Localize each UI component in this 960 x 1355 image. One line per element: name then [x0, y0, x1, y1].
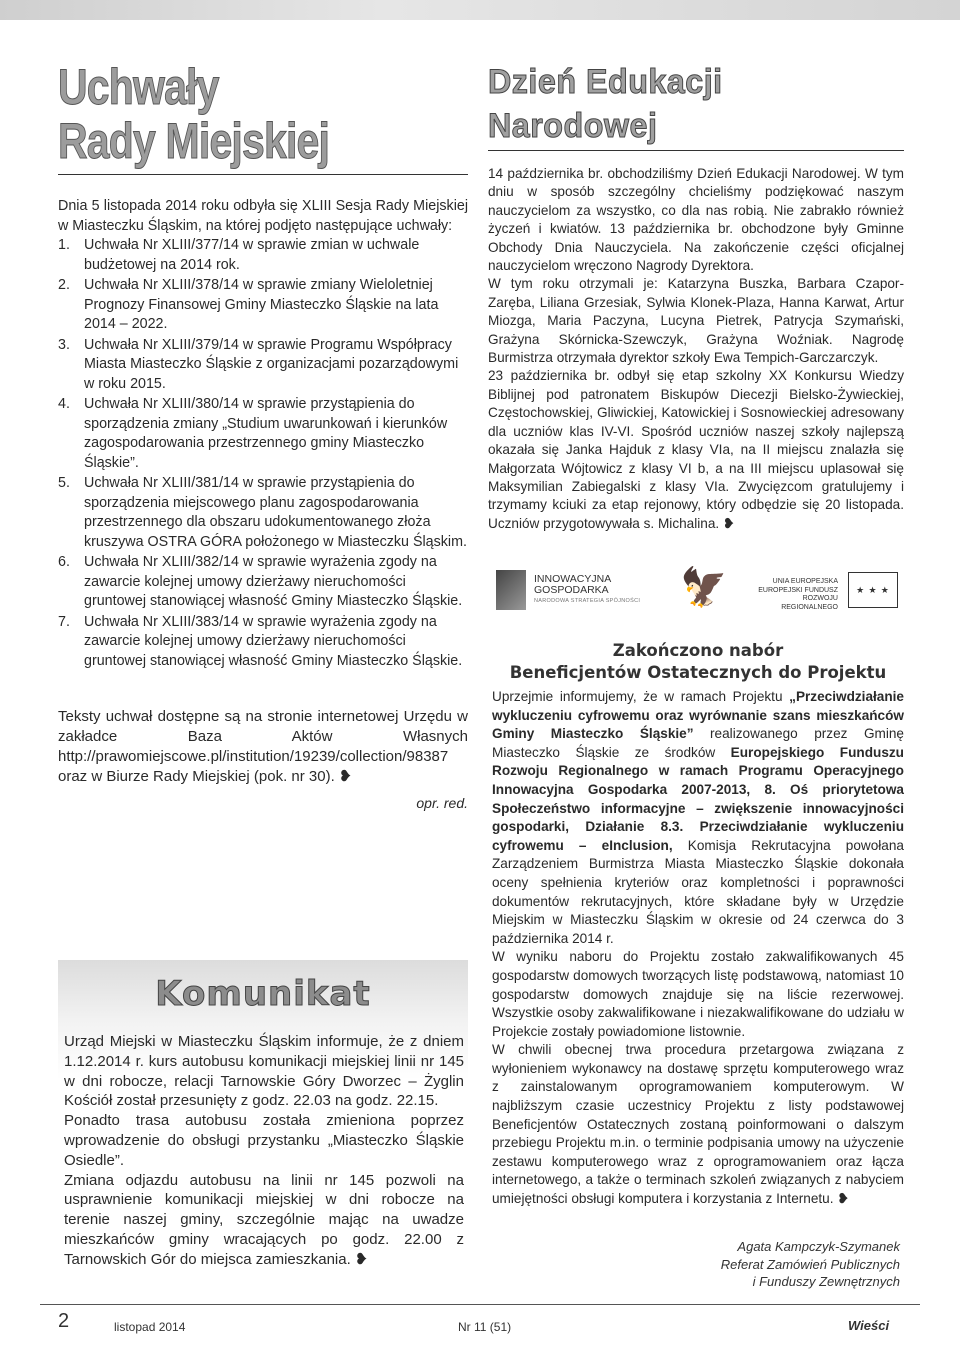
publication-name: Wieści: [848, 1318, 890, 1333]
list-item: 6. Uchwała Nr XLIII/382/14 w sprawie wyrażenia zgody na zawarcie kolejnej umowy dzierżawy nieruchomości gruntowej stanowiącej własność Gminy Miasteczko Śląskie.: [58, 554, 463, 609]
title-divider: [488, 150, 904, 151]
article-paragraph: W tym roku otrzymali je: Katarzyna Buszka, Barbara Czapor- Zaręba, Liliana Grzesiak, Sylwia Klonek-Plaza, Hanna Karwat, Artur Miozga, Maria Paczyna, Lucyna Pietrek, Patrycja Szymański, Grażyna Skórnicka-Szewczyk, Grażyna Woźniak. Nagrodę Burmistrza otrzymała dyrektor szkoły Ewa Tempich-Garczarczyk.: [488, 276, 904, 366]
teachers-day-section: [488, 60, 904, 533]
issue-number: Nr 11 (51): [458, 1320, 512, 1334]
komunikat-body: [64, 1032, 464, 1270]
eu-flag-icon: ★ ★ ★: [848, 572, 898, 608]
resolutions-title-line1: Uchwały: [58, 59, 219, 115]
komunikat-title: Komunikat: [155, 974, 371, 1014]
komunikat-paragraph: Urząd Miejski w Miasteczku Śląskim informuje, że z dniem 1.12.2014 r. kurs autobusu komunikacji miejskiej linii nr 145 w dni robocze, relacji Tarnowskie Góry Dworzec – Żyglin Kościół został przesunięty z godz. 22.03 na godz. 22.15.: [64, 1033, 464, 1110]
end-mark-icon: ❥: [722, 515, 735, 531]
page-number: 2: [58, 1310, 70, 1332]
title-divider: [58, 174, 468, 175]
resolutions-section: [58, 60, 468, 811]
recruitment-body: [492, 688, 904, 1209]
footer-divider: [40, 1304, 920, 1305]
list-item: 3. Uchwała Nr XLIII/379/14 w sprawie Programu Współpracy Miasta Miasteczko Śląskie z organizacjami pozarządowymi w roku 2015.: [58, 336, 459, 392]
article-paragraph: W chwili obecnej trwa procedura przetargowa związana z wyłonieniem wykonawcy na dostawę sprzętu komputerowego wraz z zainstalowanym oprogramowaniem komputerowym. W najbliższym czasie uczestnicy Projektu z listy podstawowej Beneficjentów Ostatecznych zostaną poinformowani o dalszym przebiegu Projektu m.in. o terminie podpisania umowy na użyczenie zestawu komputerowego wraz z oprogramowaniem oraz łącza internetowego, a także o terminach szkoleń związanych z nabyciem umiejętności obsługi komputera i korzystania z Internetu. ❥: [492, 1042, 904, 1207]
komunikat-paragraph: Zmiana odjazdu autobusu na linii nr 145 pozwoli na usprawnienie komunikacji miejskiej w dni robocze na terenie naszej gminy, szczególnie mając na uwadze mieszkańców gminy wracających po godz. 22.00 z Tarnowskich Gór do miejsca zamieszkania. ❥: [64, 1171, 464, 1268]
end-mark-icon: ❥: [837, 1191, 849, 1207]
author-signature: Agata Kampczyk-Szymanek Referat Zamówień Publicznych i Funduszy Zewnętrznych: [720, 1239, 900, 1289]
innowacyjna-gospodarka-logo: INNOWACYJNA GOSPODARKA NARODOWA STRATEGIA SPÓJNOŚCI: [496, 570, 640, 610]
recruitment-title: Zakończono nabór Beneficjentów Ostatecznych do Projektu: [509, 641, 887, 682]
inno-flag-icon: [496, 570, 526, 610]
list-item: 1. Uchwała Nr XLIII/377/14 w sprawie zmian w uchwale budżetowej na 2014 rok.: [58, 237, 420, 273]
resolutions-title-line2: Rady Miejskiej: [58, 113, 330, 169]
article-paragraph: 23 października br. odbył się etap szkolny XX Konkursu Wiedzy Biblijnej pod patronatem Biskupów Diecezji Bielsko-Żywieckiej, Częstochowskiej, Gliwickiej, Katowickiej i Sosnowieckiej adresowany dla uczniów klas IV-VI. Spośród uczniów naszej szkoły najlepszą okazała się Janka Hajduk z klasy VIa, na II miejscu znalazła się Małgorzata Wójtowicz z klasy VI b, a na III miejscu uplasował się Maksymilian Zabiegalski z klasy VIa. Zwycięzcom gratulujemy i trzymamy kciuki za etap rejonowy, który odbędzie się 20 listopada. Uczniów przygotowywała s. Michalina. ❥: [488, 368, 904, 531]
issue-date: listopad 2014: [114, 1320, 186, 1334]
end-mark-icon: ❥: [354, 1250, 368, 1268]
komunikat-section: [58, 960, 468, 1282]
teachers-day-title: Dzień Edukacji Narodowej: [488, 63, 723, 145]
end-mark-icon: ❥: [338, 768, 352, 785]
list-item: 5. Uchwała Nr XLIII/381/14 w sprawie przystąpienia do sporządzenia miejscowego planu zagospodarowania przestrzennego dla obszaru udokumentowanego złoża kruszywa OSTRA GÓRA położonego w Miasteczku Śląskim.: [58, 475, 467, 550]
resolutions-list: [58, 236, 468, 671]
list-item: 2. Uchwała Nr XLIII/378/14 w sprawie zmiany Wieloletniej Prognozy Finansowej Gminy Miasteczko Śląskie na lata 2014 – 2022.: [58, 277, 439, 332]
resolutions-outro: Teksty uchwał dostępne są na stronie internetowej Urzędu w zakładce Baza Aktów Własnych http://prawomiejscowe.pl/institution/19239/collection/98387 oraz w Biurze Rady Miejskiej (pok. nr 30). ❥: [58, 708, 468, 785]
top-scan-bar: [0, 0, 960, 20]
komunikat-paragraph: Ponadto trasa autobusu została zmieniona poprzez wprowadzenie do obsługi przystanku „Miasteczko Śląskie Osiedle”.: [64, 1112, 464, 1169]
list-item: 7. Uchwała Nr XLIII/383/14 w sprawie wyrażenia zgody na zawarcie kolejnej umowy dzierżawy nieruchomości gruntowej stanowiącej własność Gminy Miasteczko Śląskie.: [58, 613, 463, 669]
teachers-day-body: [488, 165, 904, 533]
resolutions-lead: Dnia 5 listopada 2014 roku odbyła się XLIII Sesja Rady Miejskiej w Miasteczku Śląskim, na której podjęto następujące uchwały:: [58, 198, 468, 234]
eu-logos-strip: [496, 566, 900, 622]
article-paragraph: Uprzejmie informujemy, że w ramach Projektu „Przeciwdziałanie wykluczeniu cyfrowemu oraz wyrównanie szans mieszkańców Gminy Miasteczko Śląskie” realizowanego przez Gminę Miasteczko Śląskie ze środków Europejskiego Funduszu Rozwoju Regionalnego w ramach Programu Operacyjnego Innowacyjna Gospodarka 2007-2013, 8. Oś priorytetowa Społeczeństwo informacyjne – zwiększenie innowacyjności gospodarki, Działanie 8.3. Przeciwdziałanie wykluczeniu cyfrowemu – eInclusion, Komisja Rekrutacyjna powołana Zarządzeniem Burmistrza Miasta Miasteczko Śląskie dokonała oceny spełnienia kryteriów oraz kompletności i poprawności dokumentów rekrutacyjnych, które składane były w Urzędzie Miejskim w Miasteczku Śląskim w okresie od 24 czerwca do 3 października 2014 r.: [492, 689, 904, 946]
eu-fund-logo-text: UNIA EUROPEJSKA EUROPEJSKI FUNDUSZ ROZWOJU REGIONALNEGO: [758, 578, 838, 611]
article-paragraph: 14 października br. obchodziliśmy Dzień Edukacji Narodowej. W tym dniu w sposób szczególny chcieliśmy podziękować naszym nauczycielom za wszystko, co dla nas robią. Nie zabrakło również życzeń i kwiatów. 13 października br. obchodzone były Gminne Obchody Dnia Nauczyciela. Na zakończenie części oficjalnej nauczycielom wręczono Nagrody Dyrektora.: [488, 166, 904, 274]
eagle-emblem-icon: 🦅: [680, 567, 728, 609]
editor-signature: opr. red.: [416, 795, 468, 811]
article-paragraph: W wyniku naboru do Projektu zostało zakwalifikowanych 45 gospodarstw domowych tworzących listę podstawową, natomiast 10 gospodarstw domowych znajduje się na liście rezerwowej. Wszystkie osoby zakwalifikowane i niezakwalifikowane do udziału w Projekcie zostały powiadomione listownie.: [492, 949, 904, 1039]
list-item: 4. Uchwała Nr XLIII/380/14 w sprawie przystąpienia do sporządzenia zmiany „Studium uwarunkowań i kierunków zagospodarowania przestrzennego gminy Miasteczko Śląskie”.: [58, 396, 448, 471]
